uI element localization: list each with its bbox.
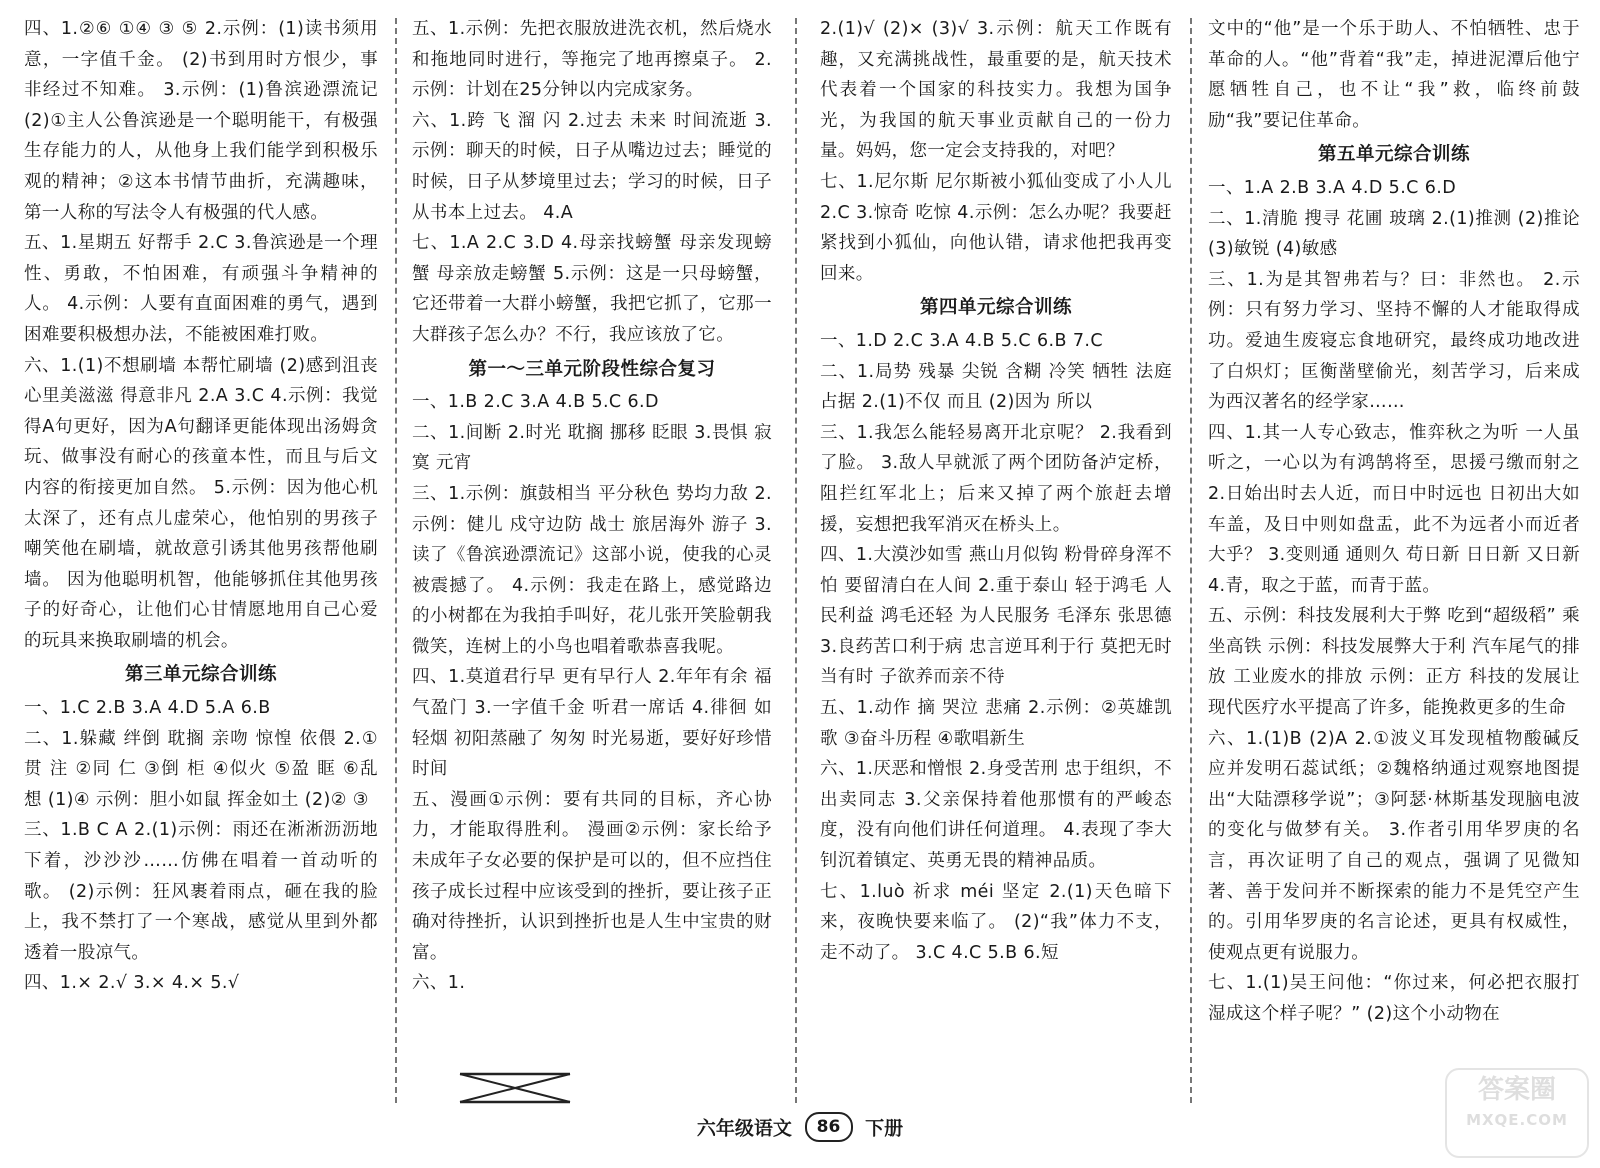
answer-paragraph: 七、1.luò 祈求 méi 坚定 2.(1)天色暗下来，夜晚快要来临了。 (2)“我”体力不支，走不动了。 3.C 4.C 5.B 6.短 xyxy=(820,881,1172,963)
answer-paragraph: 一、1.A 2.B 3.A 4.D 5.C 6.D xyxy=(1208,177,1457,198)
answer-paragraph: 六、1.(1)B (2)A 2.①波义耳发现植物酸碱反应并发明石蕊试纸；②魏格纳通过观察地图提出“大陆漂移学说”；③阿瑟·林斯基发现脑电波的变化与做梦有关。 3.作者引用华罗庚的名言，再次证明了自己的观点，强调了见微知著、善于发问并不断探索的能力不是凭空产生的。引用华罗庚的名言论述，更具有权威性，使观点更有说服力。 xyxy=(1208,728,1580,963)
answer-paragraph: 四、1.× 2.√ 3.× 4.× 5.√ xyxy=(24,973,240,994)
answer-paragraph: 四、1.②⑥ ①④ ③ ⑤ 2.示例：(1)读书须用意，一字值千金。 (2)书到用时方恨少，事非经过不知难。 3.示例：(1)鲁滨逊漂流记 (2)①主人公鲁滨逊是一个聪明能干，有极强生存能力的人，从他身上我们能学到积极乐观的精神；②这本书情节曲折，充满趣味，第一人称的写法令人有极强的代人感。 xyxy=(24,19,378,223)
answer-paragraph: 六、1. xyxy=(412,973,466,994)
answer-paragraph: 四、1.大漠沙如雪 燕山月似钩 粉骨碎身浑不怕 要留清白在人间 2.重于泰山 轻于鸿毛 人民利益 鸿毛还轻 为人民服务 毛泽东 张思德 3.良药苦口利于病 忠言逆耳利于行 莫把无时当有时 子欲养而亲不待 xyxy=(820,545,1172,688)
answer-paragraph: 五、1.示例：先把衣服放进洗衣机，然后烧水和拖地同时进行，等拖完了地再擦桌子。 2.示例：计划在25分钟以内完成家务。 xyxy=(412,19,772,101)
section-heading: 第一～三单元阶段性综合复习 xyxy=(468,358,716,380)
answer-paragraph: 六、1.厌恶和憎恨 2.身受苦刑 忠于组织，不出卖同志 3.父亲保持着他那惯有的严峻态度，没有向他们讲任何道理。 4.表现了李大钊沉着镇定、英勇无畏的精神品质。 xyxy=(820,759,1172,872)
answer-paragraph: 文中的“他”是一个乐于助人、不怕牺牲、忠于革命的人。“他”背着“我”走，掉进泥潭后他宁愿牺牲自己，也不让“我”救，临终前鼓励“我”要记住革命。 xyxy=(1208,19,1580,131)
answer-column-2 xyxy=(412,14,772,1104)
answer-paragraph: 一、1.D 2.C 3.A 4.B 5.C 6.B 7.C xyxy=(820,330,1103,351)
answer-paragraph: 七、1.A 2.C 3.D 4.母亲找螃蟹 母亲发现螃蟹 母亲放走螃蟹 5.示例：这是一只母螃蟹，它还带着一大群小螃蟹，我把它抓了，它那一大群孩子怎么办？不行，我应该放了它。 xyxy=(412,233,772,345)
column-divider xyxy=(795,18,797,1103)
section-heading: 第五单元综合训练 xyxy=(1317,144,1470,166)
watermark-url: MXQE.COM xyxy=(1466,1111,1568,1129)
answer-paragraph: 二、1.间断 2.时光 耽搁 挪移 眨眼 3.畏惧 寂寞 元宵 xyxy=(412,422,772,474)
answer-paragraph: 七、1.尼尔斯 尼尔斯被小狐仙变成了小人儿 2.C 3.惊奇 吃惊 4.示例：怎么办呢？我要赶紧找到小狐仙，向他认错，请求他把我再变回来。 xyxy=(820,171,1172,284)
answer-paragraph: 二、1.局势 残暴 尖锐 含糊 冷笑 牺牲 法庭 占据 2.(1)不仅 而且 (2)因为 所以 xyxy=(820,361,1172,413)
answer-paragraph: 2.(1)√ (2)× (3)√ 3.示例：航天工作既有趣，又充满挑战性，最重要的是，航天技术代表着一个国家的科技实力。我想为国争光，为我国的航天事业贡献自己的一份力量。妈妈，您一定会支持我的，对吧？ xyxy=(820,19,1172,162)
answer-paragraph: 五、漫画①示例：要有共同的目标，齐心协力，才能取得胜利。 漫画②示例：家长给予未成年子女必要的保护是可以的，但不应挡住孩子成长过程中应该受到的挫折，要让孩子正确对待挫折，认识到挫折也是人生中宝贵的财富。 xyxy=(412,789,772,963)
answer-paragraph: 四、1.其一人专心致志，惟弈秋之为听 一人虽听之，一心以为有鸿鹄将至，思援弓缴而射之 2.日始出时去人近，而日中时远也 日初出大如车盖，及日中则如盘盂，此不为远者小而近者大乎？ 3.变则通 通则久 苟日新 日日新 又日新 4.青，取之于蓝，而青于蓝。 xyxy=(1208,422,1580,596)
footer-volume: 下册 xyxy=(865,1117,904,1140)
answer-paragraph: 二、1.清脆 搜寻 花圃 玻璃 2.(1)推测 (2)推论 (3)敏锐 (4)敏感 xyxy=(1208,208,1580,260)
matching-lines-figure xyxy=(420,1068,580,1108)
answer-paragraph: 五、1.动作 摘 哭泣 悲痛 2.示例：②英雄凯歌 ③奋斗历程 ④歌唱新生 xyxy=(820,698,1172,749)
answer-paragraph: 三、1.B C A 2.(1)示例：雨还在淅淅沥沥地下着，沙沙沙……仿佛在唱着一首动听的歌。 (2)示例：狂风裹着雨点，砸在我的脸上，我不禁打了一个寒战，感觉从里到外都透着一股凉气。 xyxy=(24,820,378,963)
answer-paragraph: 四、1.莫道君行早 更有早行人 2.年年有余 福气盈门 3.一字值千金 听君一席话 4.徘徊 如轻烟 初阳蒸融了 匆匆 时光易逝，要好好珍惜时间 xyxy=(412,667,772,780)
answer-column-3 xyxy=(820,14,1172,1104)
watermark-title: 答案圈 xyxy=(1477,1075,1556,1105)
answer-paragraph: 六、1.跨 飞 溜 闪 2.过去 未来 时间流逝 3.示例：聊天的时候，日子从嘴边过去；睡觉的时候，日子从梦境里过去；学习的时候，日子从书本上过去。 4.A xyxy=(412,110,772,223)
column-divider xyxy=(1190,18,1192,1103)
answer-paragraph: 五、示例：科技发展利大于弊 吃到“超级稻” 乘坐高铁 示例：科技发展弊大于利 汽车尾气的排放 工业废水的排放 示例：正方 科技的发展让现代医疗水平提高了许多，能挽救更多的生命 xyxy=(1208,606,1580,719)
answer-column-1 xyxy=(24,14,378,1104)
column-divider xyxy=(395,18,397,1103)
answer-column-4 xyxy=(1208,14,1580,1104)
answer-paragraph: 六、1.(1)不想刷墙 本帮忙刷墙 (2)感到沮丧 心里美滋滋 得意非凡 2.A 3.C 4.示例：我觉得A句更好，因为A句翻译更能体现出汤姆贪玩、做事没有耐心的孩童本性，而且与后文内容的衔接更加自然。 5.示例：因为他心机太深了，还有点儿虚荣心，他怕别的男孩子嘲笑他在刷墙，就故意引诱其他男孩帮他刷墙。 因为他聪明机智，他能够抓住其他男孩子的好奇心，让他们心甘情愿地用自己心爱的玩具来换取刷墙的机会。 xyxy=(24,355,378,651)
page-number: 86 xyxy=(805,1112,853,1142)
answer-paragraph: 三、1.我怎么能轻易离开北京呢？ 2.我看到了脸。 3.敌人早就派了两个团防备泸定桥，阻拦红军北上；后来又掉了两个旅赶去增援，妄想把我军消灭在桥头上。 xyxy=(820,422,1172,535)
footer-grade: 六年级语文 xyxy=(696,1117,792,1140)
answer-paragraph: 五、1.星期五 好帮手 2.C 3.鲁滨逊是一个理性、勇敢，不怕困难，有顽强斗争精神的人。 4.示例：人要有直面困难的勇气，遇到困难要积极想办法，不能被困难打败。 xyxy=(24,233,378,345)
answer-paragraph: 一、1.C 2.B 3.A 4.D 5.A 6.B xyxy=(24,698,271,719)
answer-paragraph: 二、1.躲藏 绊倒 耽搁 亲吻 惊惶 依偎 2.①贯 注 ②同 仁 ③倒 柜 ④似火 ⑤盈 眶 ⑥乱 想 (1)④ 示例：胆小如鼠 挥金如土 (2)② ③ xyxy=(24,728,378,810)
answer-paragraph: 三、1.为是其智弗若与？曰：非然也。 2.示例：只有努力学习、坚持不懈的人才能取得成功。爱迪生废寝忘食地研究，最终成功地改进了白炽灯；匡衡凿壁偷光，刻苦学习，后来成为西汉著名的经学家…… xyxy=(1208,269,1580,413)
section-heading: 第三单元综合训练 xyxy=(124,664,277,686)
answer-paragraph: 三、1.示例：旗鼓相当 平分秋色 势均力敌 2.示例：健儿 戍守边防 战士 旅居海外 游子 3.读了《鲁滨逊漂流记》这部小说，使我的心灵被震撼了。 4.示例：我走在路上，感觉路边的小树都在为我拍手叫好，花儿张开笑脸朝我微笑，连树上的小鸟也唱着歌恭喜我呢。 xyxy=(412,483,772,657)
page-footer xyxy=(0,1112,1600,1142)
answer-paragraph: 七、1.(1)吴王问他：“你过来，何必把衣服打湿成这个样子呢？” (2)这个小动物在 xyxy=(1208,973,1580,1024)
answer-paragraph: 一、1.B 2.C 3.A 4.B 5.C 6.D xyxy=(412,392,659,413)
section-heading: 第四单元综合训练 xyxy=(919,297,1072,319)
